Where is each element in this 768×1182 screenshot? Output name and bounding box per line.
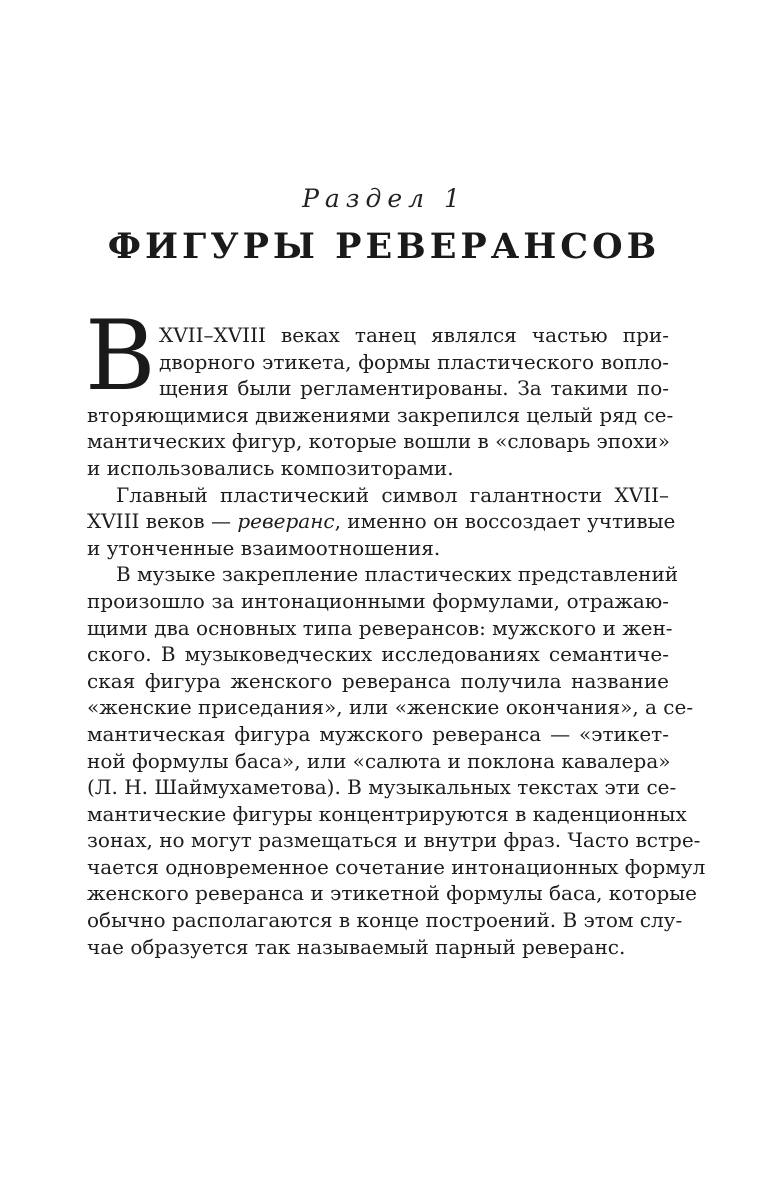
text-line: и утонченные взаимоотношения. xyxy=(87,535,441,560)
chapter-title: ФИГУРЫ РЕВЕРАНСОВ xyxy=(107,226,661,267)
text-line: щими два основных типа реверансов: мужского и жен- xyxy=(87,615,673,640)
paragraph-2 xyxy=(87,482,676,562)
text-line: «женские приседания», или «женские окончания», а се- xyxy=(87,695,694,720)
text-line: женского реверанса и этикетной формулы баса, которые xyxy=(87,881,698,906)
text-line: мантических фигур, которые вошли в «словарь эпохи» xyxy=(87,429,670,454)
text-line: щения были регламентированы. За такими по- xyxy=(159,376,669,401)
text-line: Главный пластический символ галантности XVII– xyxy=(116,482,669,507)
text-line: дворного этикета, формы пластического вопло- xyxy=(159,349,669,374)
text-line: и использовались композиторами. xyxy=(87,455,454,480)
text-line: мантические фигуры концентрируются в каденционных xyxy=(87,801,687,826)
section-label: Раздел 1 xyxy=(302,184,466,213)
text-line: вторяющимися движениями закрепился целый ряд се- xyxy=(87,402,674,427)
body-text xyxy=(87,322,706,960)
text-segment: XVIII веков — xyxy=(87,509,238,534)
paragraph-1 xyxy=(87,322,674,482)
text-line: чается одновременное сочетание интонационных формул xyxy=(87,854,706,879)
text-line xyxy=(87,508,676,535)
drop-cap: В xyxy=(85,300,156,412)
text-line: ной формулы баса», или «салюта и поклона кавалера» xyxy=(87,748,671,773)
text-segment: , именно он воссоздает учтивые xyxy=(334,509,676,534)
text-line: мантическая фигура мужского реверанса — «этикет- xyxy=(87,721,669,746)
text-line: зонах, но могут размещаться и внутри фраз. Часто встре- xyxy=(87,828,701,853)
text-line: (Л. Н. Шаймухаметова). В музыкальных текстах эти се- xyxy=(87,775,677,800)
text-line: обычно располагаются в конце построений. В этом слу- xyxy=(87,908,683,933)
text-line: XVII–XVIII веках танец являлся частью при- xyxy=(159,323,669,347)
text-line: ского. В музыковедческих исследованиях семантиче- xyxy=(87,642,669,667)
text-line: В музыке закрепление пластических представлений xyxy=(116,562,679,587)
text-line: произошло за интонационными формулами, отражаю- xyxy=(87,588,669,613)
paragraph-3 xyxy=(87,561,706,960)
italic-term: реверанс xyxy=(237,509,335,534)
text-line: ская фигура женского реверанса получила название xyxy=(87,668,669,693)
text-line: чае образуется так называемый парный реверанс. xyxy=(87,934,626,959)
